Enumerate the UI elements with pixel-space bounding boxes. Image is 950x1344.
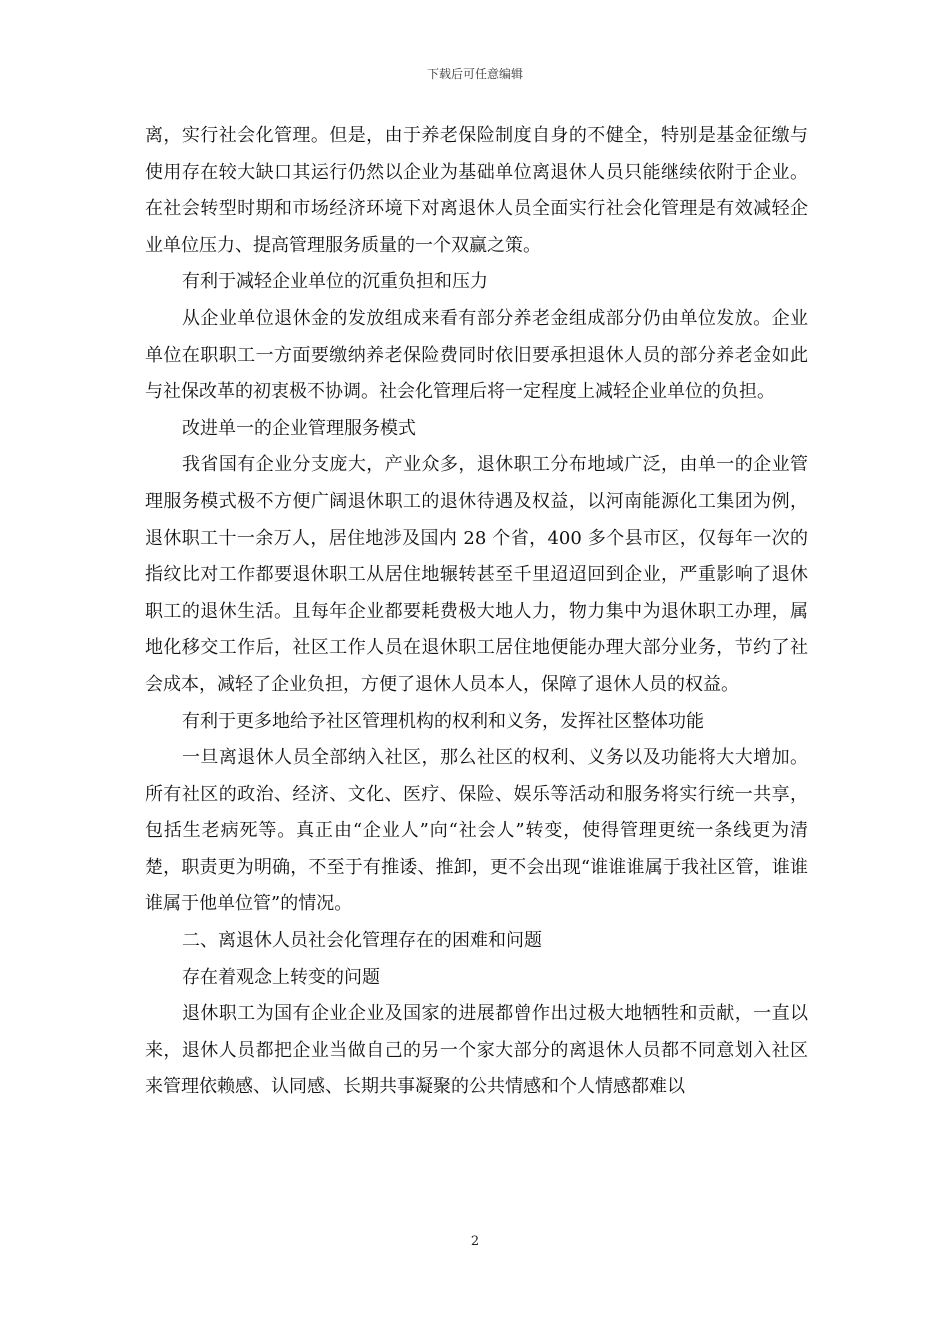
chapter-heading-difficulties: 二、离退休人员社会化管理存在的困难和问题 xyxy=(182,930,542,952)
paragraph-continued: 离，实行社会化管理。但是，由于养老保险制度自身的不健全，特别是基金征缴与使用存在较大缺口其运行仍然以企业为基础单位离退休人员只能继续依附于企业。在社会转型时期和市场经济环境下对离退休人员全面实行社会化管理是有效减轻企业单位压力、提高管理服务质量的一个双赢之策。 xyxy=(145,125,808,256)
paragraph-retiree-attachment: 退休职工为国有企业企业及国家的进展都曾作出过极大地牺牲和贡献，一直以来，退休人员都把企业当做自己的另一个家大部分的离退休人员都不同意划入社区来管理依赖感、认同感、长期共事凝聚的公共情感和个人情感都难以 xyxy=(145,1003,808,1098)
paragraph-pension-distribution: 从企业单位退休金的发放组成来看有部分养老金组成部分仍由单位发放。企业单位在职职工一方面要缴纳养老保险费同时依旧要承担退休人员的部分养老金如此与社保改革的初衷极不协调。社会化管理后将一定程度上减轻企业单位的负担。 xyxy=(145,307,808,403)
section-heading-service-model: 改进单一的企业管理服务模式 xyxy=(182,417,416,439)
section-heading-mindset: 存在着观念上转变的问题 xyxy=(182,966,380,988)
paragraph-state-enterprise-example: 我省国有企业分支庞大，产业众多，退休职工分布地域广泛，由单一的企业管理服务模式极不方便广阔退休职工的退休待遇及权益，以河南能源化工集团为例，退休职工十一余万人，居住地涉及国内 28 个省，400 多个县市区，仅每年一次的指纹比对工作都要退休职工从居住地辗转甚至千里迢迢回到企业，严重影响了退休职工的退休生活。且每年企业都要耗费极大地人力，物力集中为退休职工办理，属地化移交工作后，社区工作人员在退休职工居住地便能办理大部分业务，节约了社会成本，减轻了企业负担，方便了退休人员本人，保障了退休人员的权益。 xyxy=(145,454,808,695)
section-heading-community-function: 有利于更多地给予社区管理机构的权利和义务，发挥社区整体功能 xyxy=(182,710,704,732)
page-number: 2 xyxy=(470,1234,480,1249)
document-body xyxy=(145,118,808,1106)
page-header: 下载后可任意编辑 xyxy=(426,67,523,81)
paragraph-community-rights: 一旦离退休人员全部纳入社区，那么社区的权利、义务以及功能将大大增加。所有社区的政治、经济、文化、医疗、保险、娱乐等活动和服务将实行统一共享，包括生老病死等。真正由“企业人”向“社会人”转变，使得管理更统一条线更为清楚，职责更为明确，不至于有推诿、推卸，更不会出现“谁谁谁属于我社区管，谁谁谁属于他单位管”的情况。 xyxy=(145,747,808,915)
section-heading-reduce-burden: 有利于减轻企业单位的沉重负担和压力 xyxy=(182,271,488,293)
